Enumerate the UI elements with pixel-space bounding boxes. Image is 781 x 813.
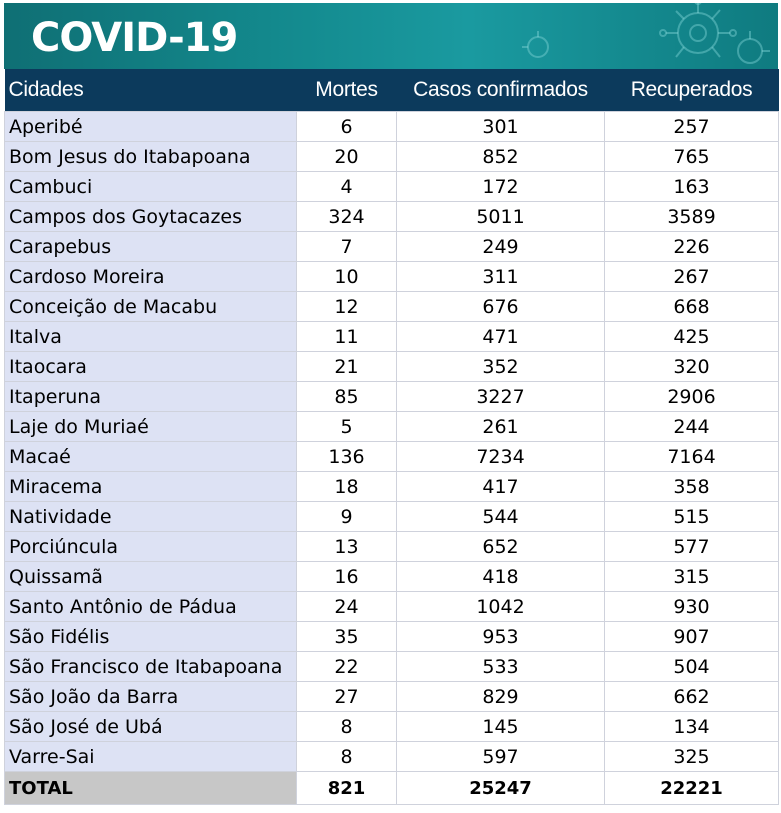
table-row: [5, 382, 779, 412]
casos-confirmados-cell: 1042: [397, 592, 605, 622]
casos-confirmados-cell: 3227: [397, 382, 605, 412]
casos-confirmados-cell: 352: [397, 352, 605, 382]
table-row: [5, 532, 779, 562]
table-header-row: [5, 69, 779, 112]
city-cell: Italva: [5, 322, 297, 352]
table-row: [5, 262, 779, 292]
recuperados-cell: 134: [605, 712, 779, 742]
city-cell: Conceição de Macabu: [5, 292, 297, 322]
recuperados-cell: 504: [605, 652, 779, 682]
city-cell: São João da Barra: [5, 682, 297, 712]
casos-confirmados-cell: 5011: [397, 202, 605, 232]
casos-confirmados-cell: 172: [397, 172, 605, 202]
table-row: [5, 742, 779, 772]
recuperados-cell: 2906: [605, 382, 779, 412]
mortes-cell: 8: [297, 742, 397, 772]
mortes-cell: 85: [297, 382, 397, 412]
recuperados-cell: 515: [605, 502, 779, 532]
table-row: [5, 292, 779, 322]
total-label: TOTAL: [5, 772, 297, 805]
total-row: [5, 772, 779, 805]
recuperados-cell: 907: [605, 622, 779, 652]
virus-illustration-icon: [398, 3, 778, 69]
city-cell: Macaé: [5, 442, 297, 472]
total-mortes: 821: [297, 772, 397, 805]
casos-confirmados-cell: 311: [397, 262, 605, 292]
recuperados-cell: 7164: [605, 442, 779, 472]
mortes-cell: 9: [297, 502, 397, 532]
covid-banner: [4, 3, 778, 69]
total-casos-confirmados: 25247: [397, 772, 605, 805]
table-row: [5, 562, 779, 592]
casos-confirmados-cell: 829: [397, 682, 605, 712]
mortes-cell: 11: [297, 322, 397, 352]
mortes-cell: 7: [297, 232, 397, 262]
city-cell: Quissamã: [5, 562, 297, 592]
recuperados-cell: 244: [605, 412, 779, 442]
city-cell: Bom Jesus do Itabapoana: [5, 142, 297, 172]
city-cell: Laje do Muriaé: [5, 412, 297, 442]
recuperados-cell: 320: [605, 352, 779, 382]
recuperados-cell: 315: [605, 562, 779, 592]
table-row: [5, 172, 779, 202]
mortes-cell: 4: [297, 172, 397, 202]
mortes-cell: 16: [297, 562, 397, 592]
city-cell: Itaocara: [5, 352, 297, 382]
recuperados-cell: 3589: [605, 202, 779, 232]
casos-confirmados-cell: 597: [397, 742, 605, 772]
table-body: [5, 112, 779, 772]
city-cell: Cardoso Moreira: [5, 262, 297, 292]
city-cell: São José de Ubá: [5, 712, 297, 742]
table-row: [5, 232, 779, 262]
city-cell: Natividade: [5, 502, 297, 532]
city-cell: Carapebus: [5, 232, 297, 262]
table-row: [5, 142, 779, 172]
casos-confirmados-cell: 301: [397, 112, 605, 142]
casos-confirmados-cell: 953: [397, 622, 605, 652]
table-row: [5, 202, 779, 232]
casos-confirmados-cell: 544: [397, 502, 605, 532]
mortes-cell: 8: [297, 712, 397, 742]
recuperados-cell: 325: [605, 742, 779, 772]
city-cell: Itaperuna: [5, 382, 297, 412]
city-cell: Santo Antônio de Pádua: [5, 592, 297, 622]
city-cell: Aperibé: [5, 112, 297, 142]
casos-confirmados-cell: 418: [397, 562, 605, 592]
mortes-cell: 35: [297, 622, 397, 652]
table-row: [5, 472, 779, 502]
table-row: [5, 502, 779, 532]
mortes-cell: 10: [297, 262, 397, 292]
recuperados-cell: 577: [605, 532, 779, 562]
table-row: [5, 622, 779, 652]
recuperados-cell: 226: [605, 232, 779, 262]
casos-confirmados-cell: 261: [397, 412, 605, 442]
mortes-cell: 20: [297, 142, 397, 172]
recuperados-cell: 257: [605, 112, 779, 142]
recuperados-cell: 358: [605, 472, 779, 502]
covid-cases-table: [4, 69, 779, 805]
city-cell: Campos dos Goytacazes: [5, 202, 297, 232]
recuperados-cell: 668: [605, 292, 779, 322]
recuperados-cell: 425: [605, 322, 779, 352]
column-header-casos-confirmados: Casos confirmados: [397, 69, 605, 112]
mortes-cell: 27: [297, 682, 397, 712]
table-row: [5, 322, 779, 352]
table-row: [5, 682, 779, 712]
casos-confirmados-cell: 852: [397, 142, 605, 172]
mortes-cell: 18: [297, 472, 397, 502]
table-row: [5, 352, 779, 382]
table-row: [5, 712, 779, 742]
mortes-cell: 12: [297, 292, 397, 322]
table-row: [5, 592, 779, 622]
table-row: [5, 652, 779, 682]
column-header-recuperados: Recuperados: [605, 69, 779, 112]
recuperados-cell: 163: [605, 172, 779, 202]
casos-confirmados-cell: 145: [397, 712, 605, 742]
recuperados-cell: 267: [605, 262, 779, 292]
mortes-cell: 21: [297, 352, 397, 382]
mortes-cell: 24: [297, 592, 397, 622]
casos-confirmados-cell: 676: [397, 292, 605, 322]
casos-confirmados-cell: 533: [397, 652, 605, 682]
table-row: [5, 112, 779, 142]
total-recuperados: 22221: [605, 772, 779, 805]
casos-confirmados-cell: 249: [397, 232, 605, 262]
mortes-cell: 13: [297, 532, 397, 562]
mortes-cell: 5: [297, 412, 397, 442]
mortes-cell: 136: [297, 442, 397, 472]
recuperados-cell: 662: [605, 682, 779, 712]
city-cell: Miracema: [5, 472, 297, 502]
casos-confirmados-cell: 7234: [397, 442, 605, 472]
table-row: [5, 412, 779, 442]
mortes-cell: 324: [297, 202, 397, 232]
city-cell: São Francisco de Itabapoana: [5, 652, 297, 682]
city-cell: Porciúncula: [5, 532, 297, 562]
column-header-cidades: Cidades: [5, 69, 297, 112]
city-cell: Varre-Sai: [5, 742, 297, 772]
column-header-mortes: Mortes: [297, 69, 397, 112]
recuperados-cell: 765: [605, 142, 779, 172]
mortes-cell: 6: [297, 112, 397, 142]
casos-confirmados-cell: 652: [397, 532, 605, 562]
recuperados-cell: 930: [605, 592, 779, 622]
casos-confirmados-cell: 417: [397, 472, 605, 502]
city-cell: Cambuci: [5, 172, 297, 202]
table-row: [5, 442, 779, 472]
mortes-cell: 22: [297, 652, 397, 682]
casos-confirmados-cell: 471: [397, 322, 605, 352]
banner-title: COVID-19: [31, 15, 238, 61]
city-cell: São Fidélis: [5, 622, 297, 652]
